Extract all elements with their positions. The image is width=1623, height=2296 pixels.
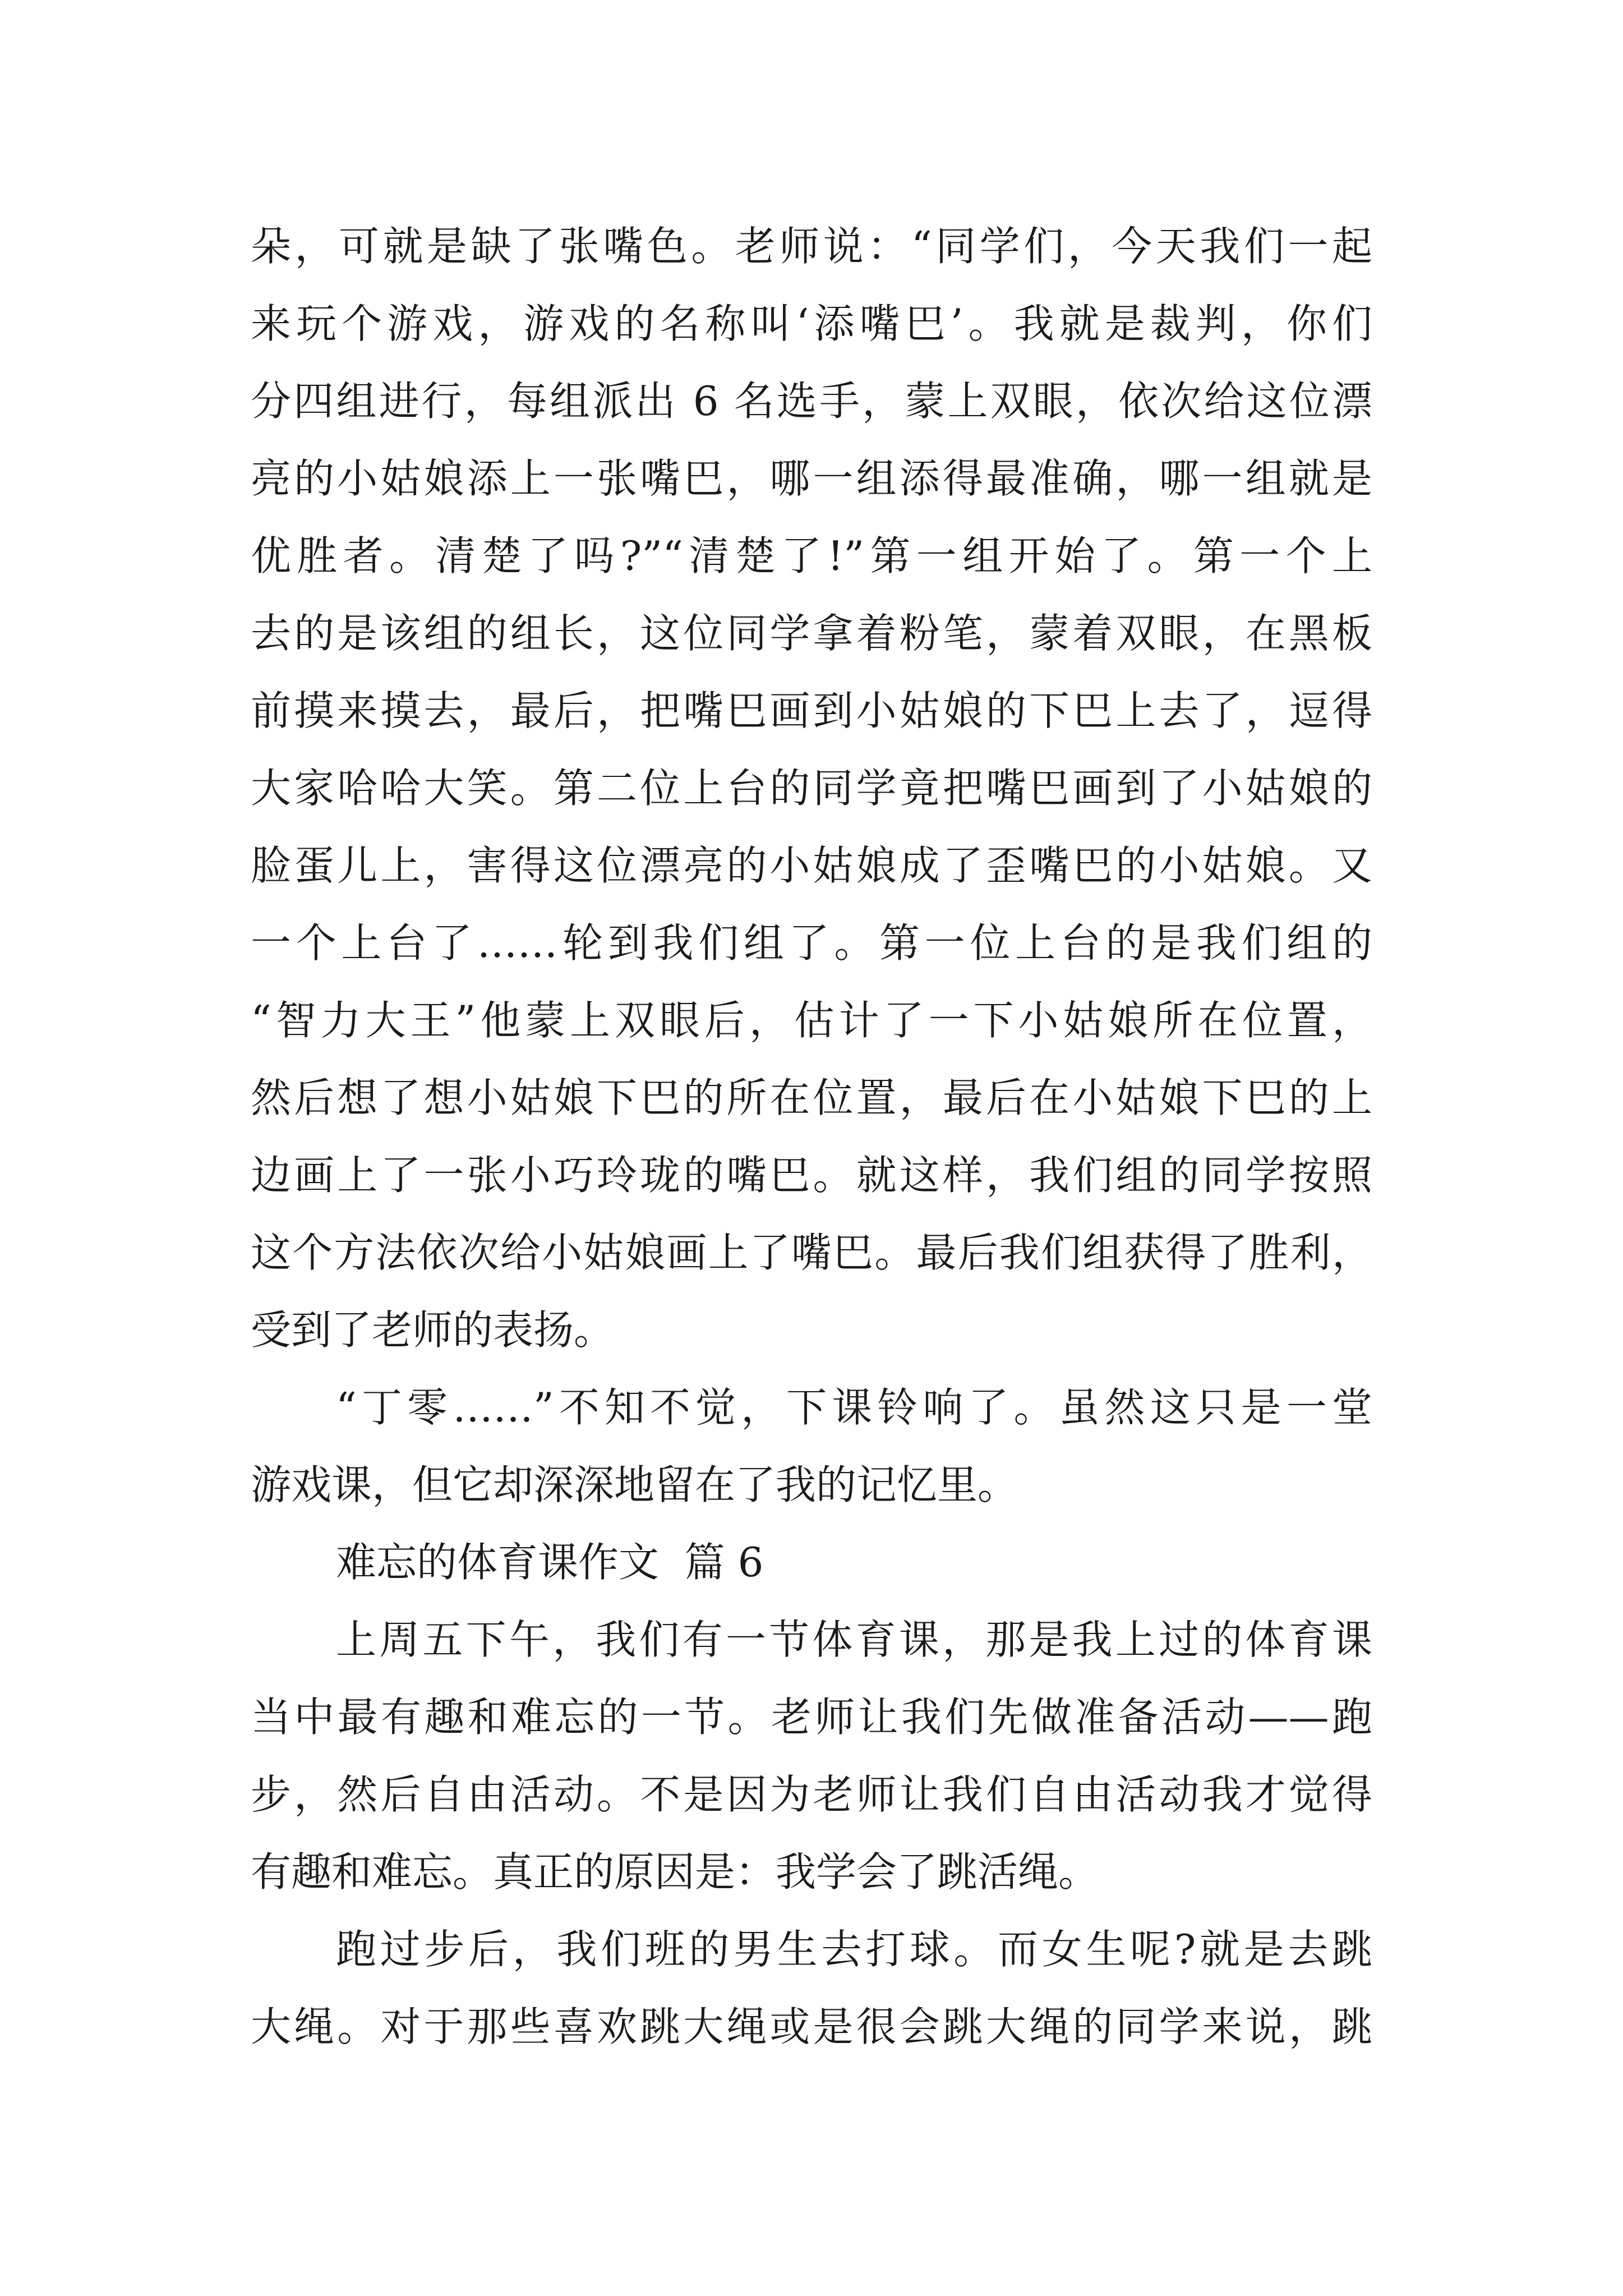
text-line: 优胜者。清楚了吗?”“清楚了!”第一组开始了。第一个上 [251,532,1372,579]
text-line: 这个方法依次给小姑娘画上了嘴巴。最后我们组获得了胜利， [251,1229,1372,1276]
text-line: 分四组进行，每组派出 6 名选手，蒙上双眼，依次给这位漂 [251,378,1372,425]
text-line: 边画上了一张小巧玲珑的嘴巴。就这样，我们组的同学按照 [251,1152,1372,1199]
text-line: 当中最有趣和难忘的一节。老师让我们先做准备活动——跑 [251,1694,1372,1741]
text-line: 难忘的体育课作文 篇 6 [336,1539,764,1586]
text-line: 然后想了想小姑娘下巴的所在位置，最后在小姑娘下巴的上 [251,1074,1372,1121]
text-line: 大绳。对于那些喜欢跳大绳或是很会跳大绳的同学来说，跳 [251,2003,1372,2050]
text-line: 大家哈哈大笑。第二位上台的同学竟把嘴巴画到了小姑娘的 [251,765,1372,812]
text-line: 一个上台了……轮到我们组了。第一位上台的是我们组的 [251,919,1372,967]
text-line: 去的是该组的组长，这位同学拿着粉笔，蒙着双眼，在黑板 [251,610,1372,657]
text-line: 来玩个游戏，游戏的名称叫‘添嘴巴’。我就是裁判，你们 [251,300,1372,347]
text-line: “智力大王”他蒙上双眼后，估计了一下小姑娘所在位置， [251,997,1372,1044]
text-line: 亮的小姑娘添上一张嘴巴，哪一组添得最准确，哪一组就是 [251,455,1372,502]
document-body [251,208,1372,2065]
text-line: 有趣和难忘。真正的原因是：我学会了跳活绳。 [251,1848,1099,1895]
text-line: 上周五下午，我们有一节体育课，那是我上过的体育课 [336,1616,1372,1663]
text-line: “丁零……”不知不觉，下课铃响了。虽然这只是一堂 [336,1384,1372,1431]
text-line: 步，然后自由活动。不是因为老师让我们自由活动我才觉得 [251,1771,1372,1818]
text-line: 受到了老师的表扬。 [251,1306,615,1354]
text-line: 脸蛋儿上，害得这位漂亮的小姑娘成了歪嘴巴的小姑娘。又 [251,842,1372,889]
text-line: 前摸来摸去，最后，把嘴巴画到小姑娘的下巴上去了，逗得 [251,687,1372,734]
text-line: 跑过步后，我们班的男生去打球。而女生呢?就是去跳 [336,1926,1372,1973]
text-line: 朵，可就是缺了张嘴色。老师说：“同学们，今天我们一起 [251,223,1372,270]
text-line: 游戏课，但它却深深地留在了我的记忆里。 [251,1461,1018,1508]
